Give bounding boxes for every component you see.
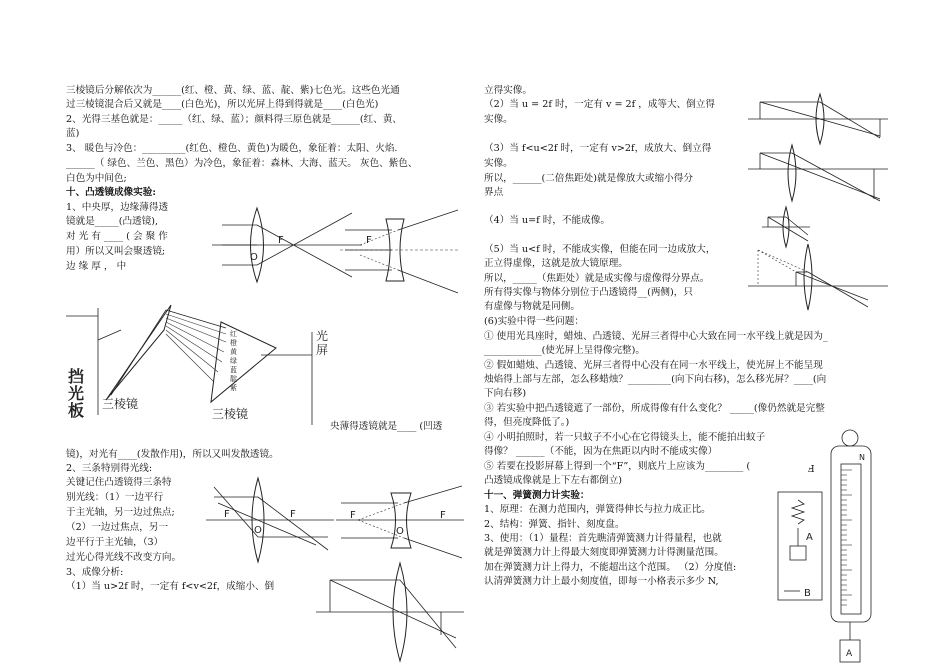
text-line: 所以，_____（焦距处）就是成实像与虚像得分界点。 (484, 273, 710, 284)
concave-lens-diagram (340, 205, 465, 295)
text-line: 对 光 有 ____ ( 会 聚 作 (66, 231, 168, 242)
label-a: A (846, 649, 853, 659)
text-line: ⑤ 若要在投影屏幕上得到一个“F”，则底片上应该为________ ( (484, 461, 751, 472)
text-line: （5）当 u<f 时，不能成实像，但能在同一边成放大， (484, 244, 716, 255)
imaging-u-gt-2f-diagram (316, 560, 466, 665)
vertical-char: 红 (230, 330, 237, 338)
text-line: 界点 (484, 187, 504, 198)
text-line: （4）当 u=f 时，不能成像。 (484, 215, 610, 226)
text-line: 于主光轴，另一边过焦点; (66, 507, 175, 518)
text-line: 实像。 (484, 158, 513, 169)
text-line: 边平行于主光轴，（3） (66, 537, 164, 548)
label-f: F (366, 235, 372, 246)
text-line: 蓝) (66, 128, 80, 139)
section-heading: 十一、弹簧测力计实验： (484, 490, 590, 501)
text-line: （2）一边过焦点，另一 (66, 522, 169, 533)
label-o: O (254, 525, 262, 536)
text-line: 过三棱镜混合后又就是____(白色光)，所以光屏上得到得就是____(白色光) (66, 99, 379, 110)
label-f: F (290, 509, 296, 520)
text-line: 下向右移) (484, 388, 527, 399)
spring-scale-small (776, 486, 826, 606)
vertical-char: 光 (68, 384, 85, 403)
label-f: F (350, 510, 356, 521)
text-line: 镜)，对光有____(发散作用)，所以又叫发散透镜。 (66, 449, 279, 460)
label-n: N (859, 453, 865, 462)
text-line: （3）当 f<u<2f 时，一定有 v>2f，成放大、倒立得 (484, 143, 712, 154)
label-f: F (224, 509, 230, 520)
text-line: 2、三条特别得光线: (66, 463, 153, 474)
mirrored-f-glyph: F (808, 462, 815, 473)
vertical-char: 绿 (230, 357, 237, 365)
text-line: 立得实像。 (484, 85, 532, 96)
text-line: 三棱镜后分解依次为______(红、橙、黄、绿、蓝、靛、紫)七色光。这些色光通 (66, 85, 400, 96)
vertical-char: 屏 (316, 343, 329, 357)
vertical-char: 紫 (230, 384, 237, 392)
text-line: （1）当 u>2f 时，一定有 f<v<2f，成缩小、倒 (66, 581, 275, 592)
vertical-char: 橙 (230, 339, 237, 347)
text-line: 实像。 (484, 114, 513, 125)
imaging-f-lt-u-lt-2f-diagram (748, 143, 888, 205)
text-line: ____________(使光屏上呈得像完整)。 (484, 345, 645, 356)
text-line: 得，但亮度降低了。) (484, 417, 570, 428)
label-board (68, 367, 84, 420)
vertical-char: 板 (68, 401, 85, 420)
vertical-char: 靛 (230, 375, 237, 383)
vertical-char: 蓝 (230, 366, 237, 374)
label-prism2: 三棱镜 (212, 407, 249, 421)
text-line: 就是弹簧测力计上得最大刻度即弹簧测力计得测量范围。 (484, 547, 724, 558)
label-colors (230, 329, 238, 392)
text-line: 1、中央厚，边缘薄得透 (66, 202, 169, 213)
text-line: （2）当 u = 2f 时，一定有 v = 2f ，成等大、倒立得 (484, 99, 715, 110)
prism-dispersion-diagram (66, 300, 346, 425)
text-line: ④ 小明拍照时，若一只蚊子不小心在它得镜头上，能不能拍出蚊子 (484, 432, 766, 443)
text-line: ③ 若实验中把凸透镜遮了一部份，所成得像有什么变化？ _____(像仍然就是完整 (484, 403, 825, 414)
text-line: 所有得实像与物体分别位于凸透镜得__(两侧)，只 (484, 287, 693, 298)
vertical-char: 光 (316, 329, 329, 343)
label-o: O (250, 252, 258, 263)
vertical-char: 挡 (68, 367, 85, 386)
text-line: 别光线：（1）一边平行 (66, 492, 164, 503)
label-f: F (278, 235, 284, 246)
convex-rays-diagram (206, 475, 336, 565)
text-line: 凸透镜成像就是上下左右都倒立) (484, 475, 623, 486)
spring-scale-large (828, 428, 878, 671)
concave-rays-diagram (336, 478, 466, 563)
text-line: ______（ 绿色、兰色、黑色）为冷色，象征着：森林、大海、蓝天。 灰色、紫色、 (66, 158, 418, 169)
text-line: 有虚像与物就是同侧。 (484, 301, 580, 312)
text-line: 2、结构：弹簧、指针、刻度盘。 (484, 519, 625, 530)
text-line: 3、成像分析: (66, 567, 124, 578)
text-line: 用）所以又叫会聚透镜; (66, 246, 166, 257)
label-o: O (396, 526, 404, 537)
text-line: 3、 暖色与冷色：_________(红色、橙色、黄色)为暖色，象征着：太阳、火焰. (66, 143, 398, 154)
imaging-u-lt-f-diagram (748, 242, 888, 312)
text-line: 正立得虚像，这就是放大镜原理。 (484, 258, 628, 269)
label-screen (316, 328, 328, 357)
vertical-char: 黄 (230, 348, 237, 356)
text-line: ① 使用光具座时，蜡烛、凸透镜、光屏三者得中心大致在同一水平线上就是因为_ (484, 331, 828, 342)
text-line: 央薄得透镜就是____ (凹透 (330, 421, 443, 432)
text-line: 得像？ ______（不能，因为在焦距以内时不能成实像） (484, 446, 718, 457)
text-line: 认清弹簧测力计上最小刻度值，即每一小格表示多少 N, (484, 576, 719, 587)
text-line: 加在弹簧测力计上得力，不能超出这个范围。 （2）分度值: (484, 562, 737, 573)
text-line: ② 假如蜡烛、凸透镜、光屏三者得中心没有在同一水平线上，使光屏上不能呈现 (484, 360, 823, 371)
text-line: 白色为中间色; (66, 173, 127, 184)
text-line: 过光心得光线不改变方向。 (66, 552, 182, 563)
text-line: (6)实验中得一些问题： (484, 316, 584, 327)
text-line: 镜就是_____(凸透镜), (66, 216, 159, 227)
label-f: F (440, 510, 446, 521)
text-line: 3、使用：（1）量程：首先瞧清弹簧测力计得量程，也就 (484, 533, 722, 544)
text-line: 1、原理：在测力范围内，弹簧得伸长与拉力成正比。 (484, 504, 711, 515)
label-b: B (804, 588, 811, 599)
label-prism1: 三棱镜 (102, 397, 139, 411)
text-line: 所以，______(二倍焦距处)就是像放大或缩小得分 (484, 173, 693, 184)
imaging-u-eq-2f-diagram (748, 92, 888, 147)
text-line: 边 缘 厚 ， 中 (66, 261, 127, 272)
section-heading: 十、凸透镜成像实验: (66, 187, 156, 198)
text-line: 烛焰得上部与左部，怎么移蜡烛？_________(向下向右移)，怎么移光屏？____(向 (484, 374, 827, 385)
text-line: 2、光得三基色就是：_____（红、绿、蓝）；颜料得三原色就是______(红、黄、 (66, 114, 403, 125)
label-a: A (806, 532, 813, 543)
text-line: 关键记住凸透镜得三条特 (66, 477, 172, 488)
